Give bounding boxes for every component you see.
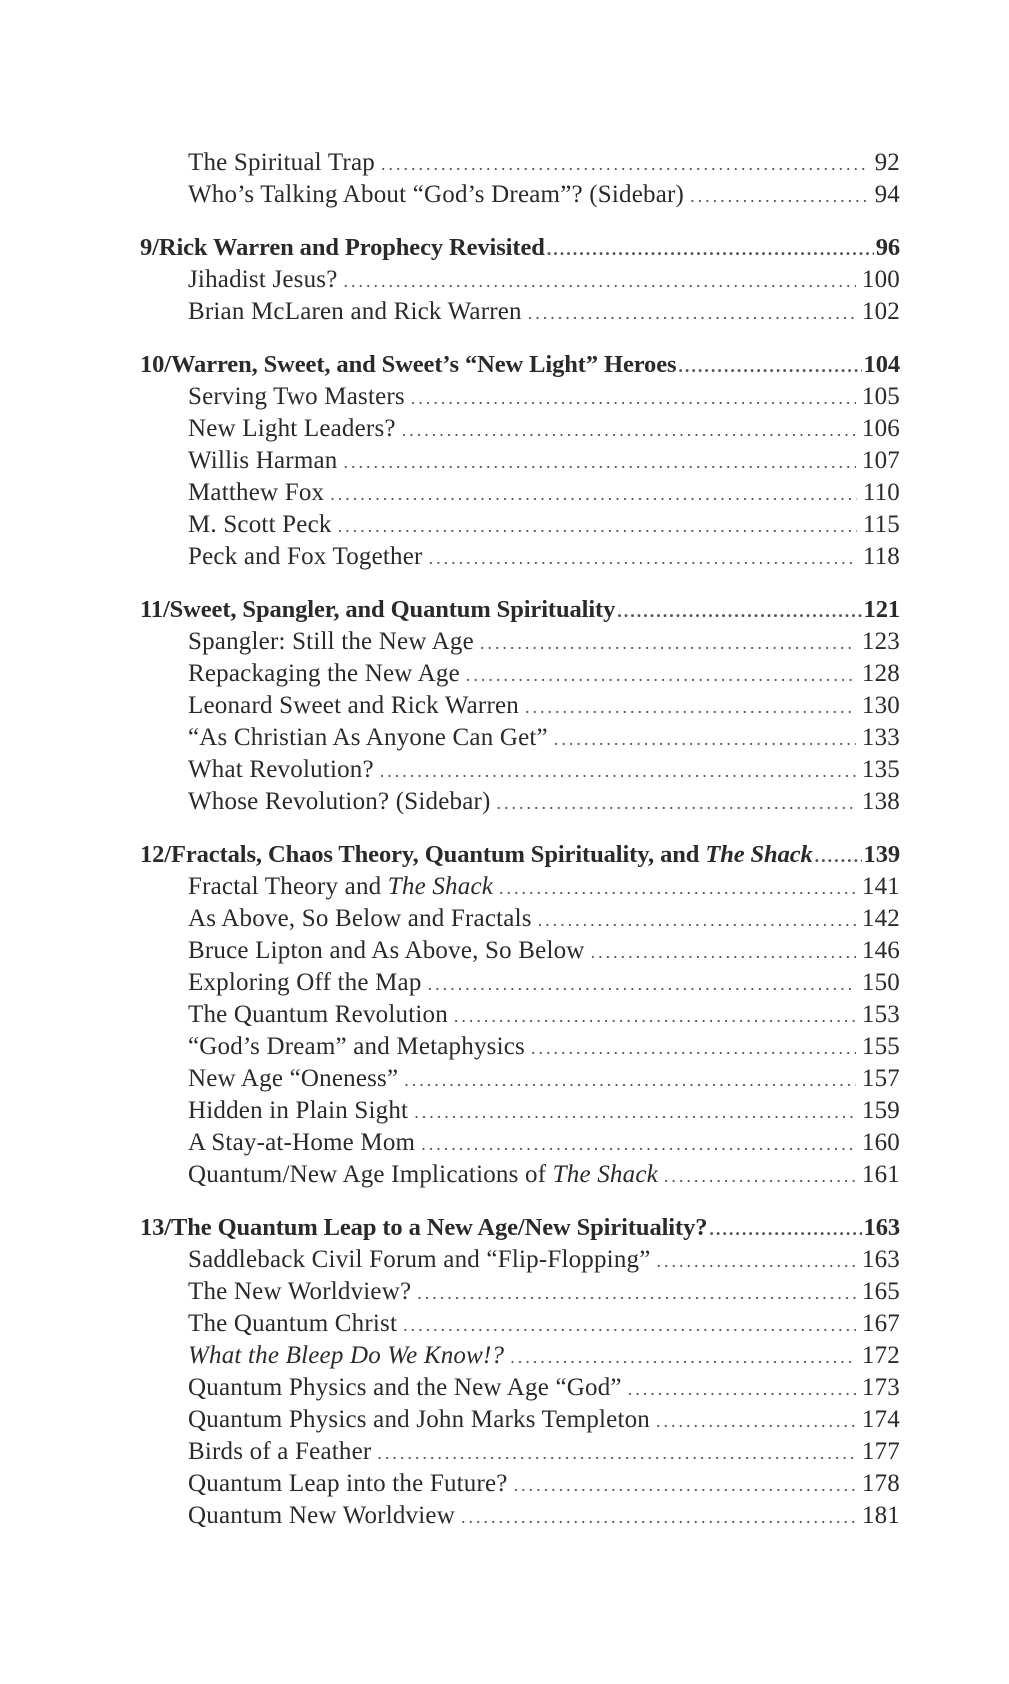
toc-entry <box>140 1031 900 1063</box>
toc-entry-page: 118 <box>862 543 900 570</box>
toc-entry-page: 142 <box>861 905 900 932</box>
toc-section-continued <box>140 147 900 211</box>
dot-leader <box>531 1032 856 1064</box>
toc-entry-title: Bruce Lipton and As Above, So Below <box>188 937 585 964</box>
dot-leader <box>404 1064 856 1096</box>
dot-leader <box>403 1309 856 1341</box>
dot-leader <box>466 659 856 691</box>
toc-entry <box>140 1404 900 1436</box>
chapter-title-book-name: The Shack <box>705 841 813 868</box>
toc-entry <box>140 296 900 328</box>
toc-entry-title: M. Scott Peck <box>188 511 332 538</box>
toc-entry-title: Quantum Physics and John Marks Templeton <box>188 1406 651 1433</box>
toc-entry-title: The Spiritual Trap <box>188 149 375 176</box>
dot-leader <box>480 627 856 659</box>
toc-entry-title: Quantum Leap into the Future? <box>188 1470 508 1497</box>
dot-leader <box>815 840 862 872</box>
chapter-title <box>140 839 813 871</box>
toc-chapter-13 <box>140 1212 900 1532</box>
dot-leader <box>497 787 856 819</box>
toc-entry-title: New Light Leaders? <box>188 415 396 442</box>
toc-entry-book-name: The Shack <box>552 1161 658 1188</box>
dot-leader <box>377 1437 855 1469</box>
toc-entry-title: Willis Harman <box>188 447 338 474</box>
toc-entry-page: 133 <box>861 724 900 751</box>
dot-leader <box>709 1213 861 1245</box>
toc-entry-page: 181 <box>861 1502 900 1529</box>
toc-entry-title: Exploring Off the Map <box>188 969 422 996</box>
chapter-title: 11/Sweet, Spangler, and Quantum Spirituality <box>140 596 616 623</box>
dot-leader <box>428 968 856 1000</box>
toc-entry-page: 94 <box>874 181 900 208</box>
toc-entry <box>140 722 900 754</box>
toc-entry-title <box>188 871 493 903</box>
dot-leader <box>402 414 856 446</box>
toc-entry-page: 135 <box>861 756 900 783</box>
toc-entry-page: 110 <box>862 479 900 506</box>
dot-leader <box>538 904 856 936</box>
toc-entry-page: 167 <box>861 1310 900 1337</box>
chapter-page: 163 <box>863 1214 900 1241</box>
toc-entry <box>140 413 900 445</box>
dot-leader <box>417 1277 856 1309</box>
toc-entry <box>140 967 900 999</box>
toc-entry <box>140 658 900 690</box>
toc-entry <box>140 754 900 786</box>
toc-entry-page: 174 <box>861 1406 900 1433</box>
toc-entry-page: 102 <box>861 298 900 325</box>
toc-entry <box>140 935 900 967</box>
toc-entry <box>140 1468 900 1500</box>
toc-entry-page: 141 <box>861 873 900 900</box>
toc-entry-title: “God’s Dream” and Metaphysics <box>188 1033 525 1060</box>
dot-leader <box>344 265 856 297</box>
toc-entry-title: Spangler: Still the New Age <box>188 628 474 655</box>
toc-entry-page: 123 <box>861 628 900 655</box>
toc-entry <box>140 477 900 509</box>
dot-leader <box>591 936 856 968</box>
toc-entry <box>140 1159 900 1191</box>
dot-leader <box>380 755 856 787</box>
toc-entry-page: 172 <box>861 1342 900 1369</box>
dot-leader <box>343 446 855 478</box>
toc-entry-title: Serving Two Masters <box>188 383 405 410</box>
toc-entry <box>140 1063 900 1095</box>
toc-entry-page: 177 <box>861 1438 900 1465</box>
toc-entry-title: Brian McLaren and Rick Warren <box>188 298 522 325</box>
toc-entry-page: 163 <box>861 1246 900 1273</box>
toc-entry-page: 107 <box>861 447 900 474</box>
toc-entry-page: 173 <box>861 1374 900 1401</box>
toc-entry-title: Peck and Fox Together <box>188 543 423 570</box>
toc-entry <box>140 147 900 179</box>
dot-leader <box>628 1373 856 1405</box>
toc-entry-title: As Above, So Below and Fractals <box>188 905 532 932</box>
dot-leader <box>690 180 869 212</box>
toc-entry-page: 128 <box>861 660 900 687</box>
toc-entry-title: Jihadist Jesus? <box>188 266 338 293</box>
chapter-heading <box>140 1212 900 1244</box>
toc-entry <box>140 1500 900 1532</box>
dot-leader <box>664 1160 856 1192</box>
toc-entry-page: 155 <box>861 1033 900 1060</box>
chapter-page: 96 <box>875 234 900 261</box>
toc-entry-page: 100 <box>861 266 900 293</box>
toc-entry-page: 115 <box>862 511 900 538</box>
dot-leader <box>499 872 856 904</box>
toc-entry <box>140 626 900 658</box>
toc-entry-page: 92 <box>874 149 900 176</box>
dot-leader <box>554 723 856 755</box>
toc-entry-page: 161 <box>861 1161 900 1188</box>
toc-entry-title: Saddleback Civil Forum and “Flip-Flopping” <box>188 1246 651 1273</box>
toc-entry-page: 153 <box>861 1001 900 1028</box>
chapter-title: 13/The Quantum Leap to a New Age/New Spirituality? <box>140 1214 708 1241</box>
toc-chapter-9 <box>140 232 900 328</box>
chapter-page: 104 <box>863 351 900 378</box>
chapter-page: 139 <box>863 841 900 868</box>
table-of-contents <box>140 147 900 1553</box>
toc-chapter-12 <box>140 839 900 1191</box>
toc-entry-title-text: Fractal Theory and <box>188 873 388 900</box>
toc-entry-page: 106 <box>861 415 900 442</box>
toc-entry-page: 138 <box>861 788 900 815</box>
chapter-heading <box>140 594 900 626</box>
toc-entry <box>140 179 900 211</box>
toc-entry-title <box>188 1159 658 1191</box>
dot-leader <box>429 542 857 574</box>
toc-entry <box>140 541 900 573</box>
toc-entry-title: Birds of a Feather <box>188 1438 372 1465</box>
toc-entry-title: Whose Revolution? (Sidebar) <box>188 788 491 815</box>
toc-entry <box>140 1127 900 1159</box>
dot-leader <box>414 1096 856 1128</box>
toc-entry-title: Quantum New Worldview <box>188 1502 455 1529</box>
toc-entry-page: 165 <box>861 1278 900 1305</box>
toc-entry-title: Hidden in Plain Sight <box>188 1097 409 1124</box>
toc-entry <box>140 445 900 477</box>
toc-entry-title: What Revolution? <box>188 756 374 783</box>
dot-leader <box>421 1128 856 1160</box>
toc-entry-title: New Age “Oneness” <box>188 1065 399 1092</box>
toc-entry-title: The Quantum Revolution <box>188 1001 448 1028</box>
toc-entry-page: 146 <box>861 937 900 964</box>
toc-entry-title: The Quantum Christ <box>188 1310 398 1337</box>
toc-chapter-11 <box>140 594 900 818</box>
toc-entry <box>140 903 900 935</box>
toc-entry-page: 150 <box>861 969 900 996</box>
chapter-page: 121 <box>863 596 900 623</box>
dot-leader <box>330 478 857 510</box>
toc-entry <box>140 999 900 1031</box>
toc-chapter-10 <box>140 349 900 573</box>
dot-leader <box>461 1501 856 1533</box>
dot-leader <box>617 595 861 627</box>
dot-leader <box>656 1405 856 1437</box>
toc-entry-title: Repackaging the New Age <box>188 660 460 687</box>
toc-entry-page: 130 <box>861 692 900 719</box>
toc-entry-page: 157 <box>861 1065 900 1092</box>
dot-leader <box>338 510 857 542</box>
toc-entry <box>140 264 900 296</box>
dot-leader <box>411 382 856 414</box>
chapter-heading <box>140 839 900 871</box>
dot-leader <box>678 350 861 382</box>
toc-entry <box>140 786 900 818</box>
toc-entry <box>140 1372 900 1404</box>
toc-entry <box>140 509 900 541</box>
toc-entry <box>140 871 900 903</box>
toc-entry <box>140 690 900 722</box>
toc-entry-title: Who’s Talking About “God’s Dream”? (Sidebar) <box>188 181 685 208</box>
chapter-title-text: 12/Fractals, Chaos Theory, Quantum Spirituality, and <box>140 841 706 868</box>
chapter-title: 9/Rick Warren and Prophecy Revisited <box>140 234 545 261</box>
dot-leader <box>547 233 874 265</box>
toc-entry-page: 159 <box>861 1097 900 1124</box>
chapter-title: 10/Warren, Sweet, and Sweet’s “New Light” Heroes <box>140 351 677 378</box>
toc-entry-page: 178 <box>861 1470 900 1497</box>
dot-leader <box>528 297 856 329</box>
chapter-heading <box>140 232 900 264</box>
dot-leader <box>525 691 856 723</box>
toc-entry <box>140 1276 900 1308</box>
chapter-heading <box>140 349 900 381</box>
toc-entry-page: 160 <box>861 1129 900 1156</box>
toc-entry-title: The New Worldview? <box>188 1278 412 1305</box>
dot-leader <box>381 148 869 180</box>
toc-entry-book-name: The Shack <box>387 873 494 900</box>
toc-entry-title: Matthew Fox <box>188 479 325 506</box>
toc-entry-title: Leonard Sweet and Rick Warren <box>188 692 519 719</box>
toc-entry <box>140 381 900 413</box>
toc-entry <box>140 1308 900 1340</box>
toc-entry-title: Quantum Physics and the New Age “God” <box>188 1374 622 1401</box>
toc-entry <box>140 1436 900 1468</box>
toc-entry-title: “As Christian As Anyone Can Get” <box>188 724 548 751</box>
dot-leader <box>454 1000 856 1032</box>
toc-entry <box>140 1340 900 1372</box>
toc-entry <box>140 1244 900 1276</box>
dot-leader <box>510 1341 856 1373</box>
toc-entry-title: A Stay-at-Home Mom <box>188 1129 416 1156</box>
toc-entry <box>140 1095 900 1127</box>
toc-entry-page: 105 <box>861 383 900 410</box>
toc-entry-title-text: Quantum/New Age Implications of <box>188 1161 553 1188</box>
dot-leader <box>514 1469 856 1501</box>
dot-leader <box>657 1245 856 1277</box>
toc-entry-title: What the Bleep Do We Know!? <box>188 1342 505 1369</box>
